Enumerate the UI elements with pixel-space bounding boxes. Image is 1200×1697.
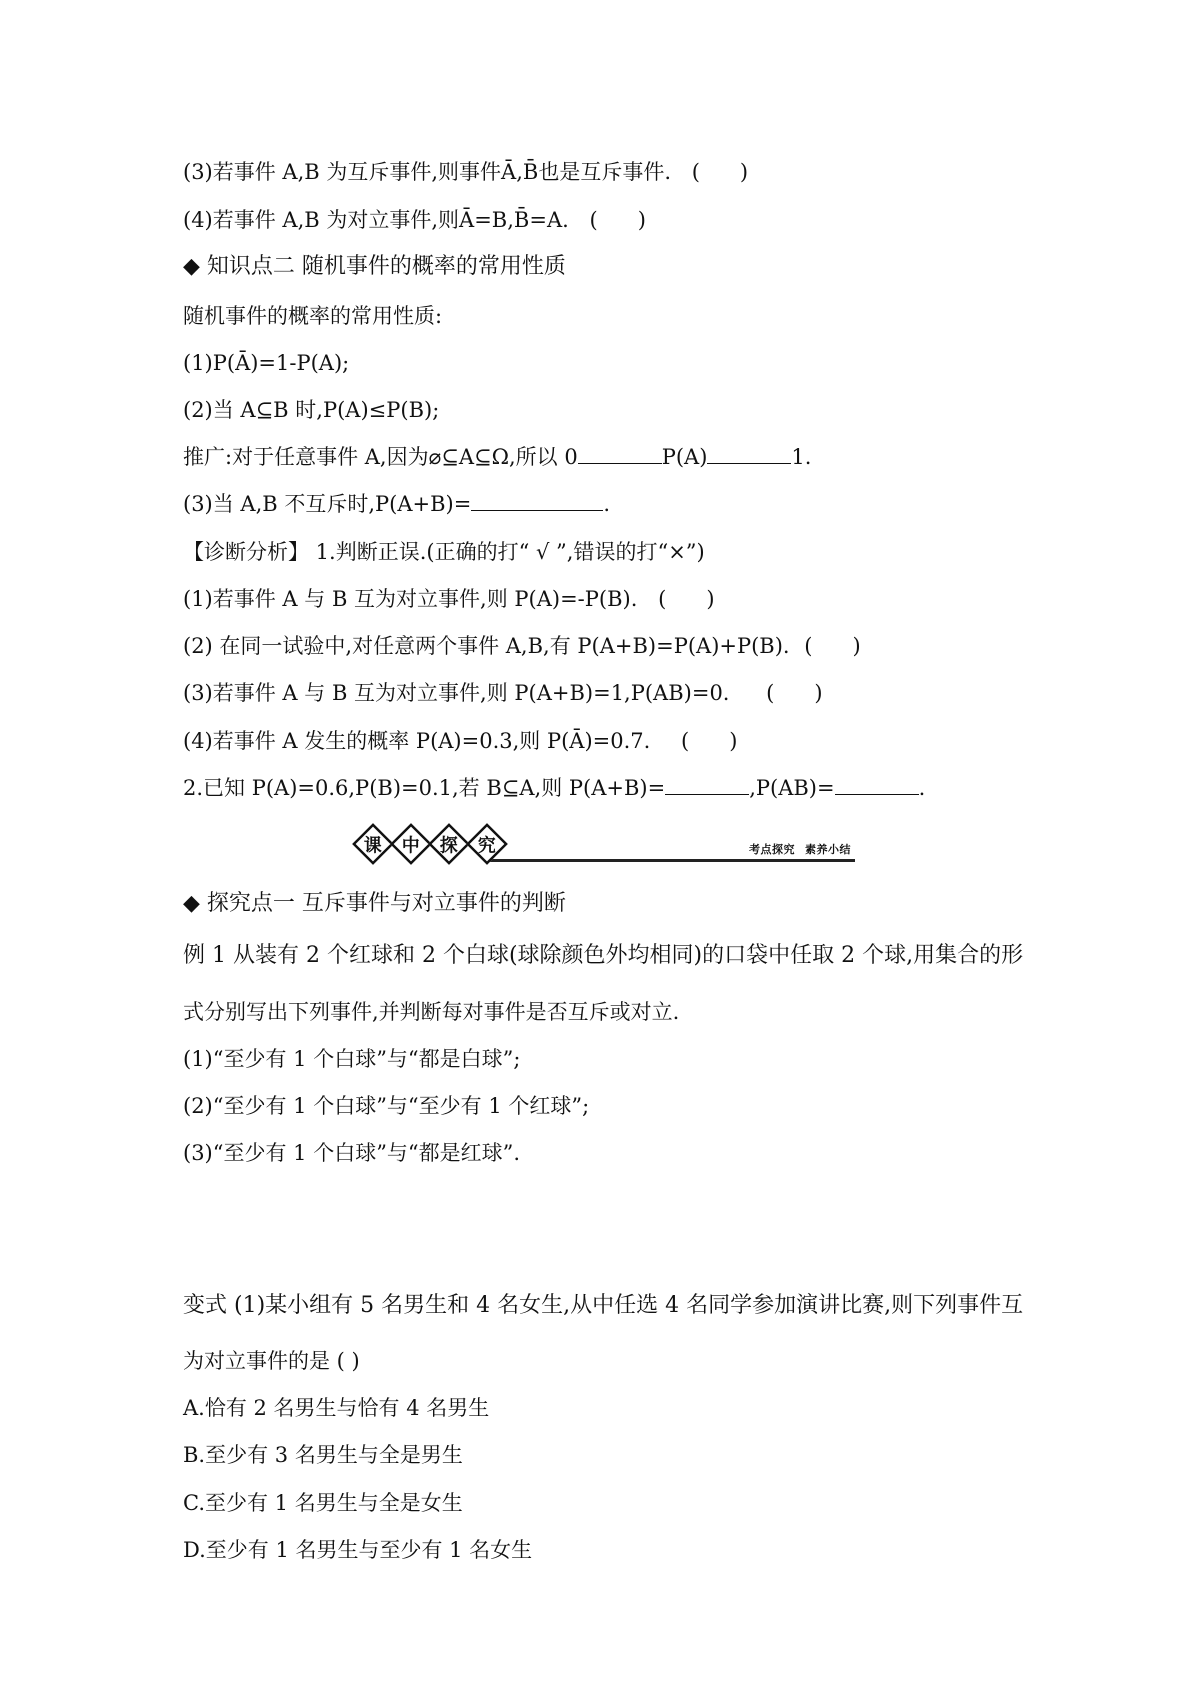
kp2-intro: 随机事件的概率的常用性质: bbox=[183, 304, 443, 328]
example1-item2: (2)“至少有 1 个白球”与“至少有 1 个红球”; bbox=[183, 1094, 590, 1118]
q1-text: (1)若事件 A 与 B 互为对立事件,则 P(A)=-P(B). bbox=[183, 587, 638, 611]
item-4 bbox=[183, 206, 646, 234]
section-banner bbox=[355, 826, 855, 866]
item-3-text: (3)若事件 A,B 为互斥事件,则事件Ā,B̄也是互斥事件. bbox=[183, 160, 671, 184]
answer-paren[interactable]: ( ) bbox=[766, 681, 823, 705]
answer-paren[interactable]: ( ) bbox=[681, 729, 738, 753]
q2-text: (2) 在同一试验中,对任意两个事件 A,B,有 P(A+B)=P(A)+P(B). bbox=[183, 634, 790, 658]
example1-item1: (1)“至少有 1 个白球”与“都是白球”; bbox=[183, 1047, 521, 1071]
diagnosis-q2 bbox=[183, 632, 861, 660]
item-4-text: (4)若事件 A,B 为对立事件,则Ā=B,B̄=A. bbox=[183, 208, 569, 232]
kp2-generalization bbox=[183, 443, 811, 471]
example1-line1: 例 1 从装有 2 个红球和 2 个白球(球除颜色外均相同)的口袋中任取 2 个球,用集合的形 bbox=[183, 943, 1024, 968]
p3-text-a: (3)当 A,B 不互斥时,P(A+B)= bbox=[183, 492, 472, 516]
banner-subtitle bbox=[749, 841, 851, 857]
diagnosis-q4 bbox=[183, 727, 737, 755]
explore1-heading: ◆ 探究点一 互斥事件与对立事件的判断 bbox=[183, 891, 566, 916]
answer-paren[interactable]: ( ) bbox=[804, 634, 861, 658]
kp2-property-3 bbox=[183, 490, 610, 518]
variant-option-c[interactable]: C.至少有 1 名男生与全是女生 bbox=[183, 1491, 463, 1515]
q5-text-a: 2.已知 P(A)=0.6,P(B)=0.1,若 B⊆A,则 P(A+B)= bbox=[183, 776, 666, 800]
diagnosis-q3 bbox=[183, 679, 823, 707]
banner-rule bbox=[485, 859, 855, 862]
variant-line2: 为对立事件的是 ( ) bbox=[183, 1349, 360, 1373]
example1-item3: (3)“至少有 1 个白球”与“都是红球”. bbox=[183, 1141, 521, 1165]
q5-text-b: ,P(AB)= bbox=[749, 776, 835, 800]
variant-line1: 变式 (1)某小组有 5 名男生和 4 名女生,从中任选 4 名同学参加演讲比赛,则下列事件互 bbox=[183, 1293, 1024, 1318]
example1-line2: 式分别写出下列事件,并判断每对事件是否互斥或对立. bbox=[183, 1000, 680, 1024]
banner-tile bbox=[352, 823, 394, 865]
q5-text-c: . bbox=[918, 776, 926, 800]
answer-blank[interactable] bbox=[665, 774, 749, 795]
banner-tile bbox=[466, 823, 508, 865]
answer-blank[interactable] bbox=[707, 443, 791, 464]
banner-subtitle-1: 考点探究 bbox=[749, 843, 795, 856]
banner-tile bbox=[428, 823, 470, 865]
diagnosis-q5 bbox=[183, 774, 925, 802]
banner-subtitle-2: 素养小结 bbox=[805, 843, 851, 856]
banner-char: 课 bbox=[363, 835, 383, 856]
banner-char: 探 bbox=[439, 835, 459, 856]
kp2-heading: ◆ 知识点二 随机事件的概率的常用性质 bbox=[183, 254, 566, 279]
kp2-property-2: (2)当 A⊆B 时,P(A)≤P(B); bbox=[183, 398, 440, 422]
answer-blank[interactable] bbox=[471, 490, 603, 511]
diagnosis-header: 【诊断分析】 1.判断正误.(正确的打“ √ ”,错误的打“×”) bbox=[183, 540, 705, 564]
gen-text-c: 1. bbox=[791, 445, 812, 469]
banner-title bbox=[355, 826, 505, 862]
kp2-property-1: (1)P(Ā)=1-P(A); bbox=[183, 351, 350, 375]
q4-text: (4)若事件 A 发生的概率 P(A)=0.3,则 P(Ā)=0.7. bbox=[183, 729, 651, 753]
variant-option-a[interactable]: A.恰有 2 名男生与恰有 4 名男生 bbox=[183, 1396, 490, 1420]
variant-option-b[interactable]: B.至少有 3 名男生与全是男生 bbox=[183, 1443, 463, 1467]
variant-option-d[interactable]: D.至少有 1 名男生与至少有 1 名女生 bbox=[183, 1538, 533, 1562]
diagnosis-q1 bbox=[183, 585, 715, 613]
banner-tile bbox=[390, 823, 432, 865]
gen-text-a: 推广:对于任意事件 A,因为⌀⊆A⊆Ω,所以 0 bbox=[183, 445, 578, 469]
item-3 bbox=[183, 158, 748, 186]
answer-paren[interactable]: ( ) bbox=[658, 587, 715, 611]
banner-char: 中 bbox=[401, 835, 421, 856]
banner-char: 究 bbox=[477, 835, 497, 856]
gen-text-b: P(A) bbox=[661, 445, 708, 469]
answer-paren[interactable]: ( ) bbox=[589, 208, 646, 232]
answer-blank[interactable] bbox=[835, 774, 919, 795]
answer-paren[interactable]: ( ) bbox=[691, 160, 749, 184]
answer-blank[interactable] bbox=[578, 443, 662, 464]
q3-text: (3)若事件 A 与 B 互为对立事件,则 P(A+B)=1,P(AB)=0. bbox=[183, 681, 730, 705]
p3-text-b: . bbox=[603, 492, 611, 516]
